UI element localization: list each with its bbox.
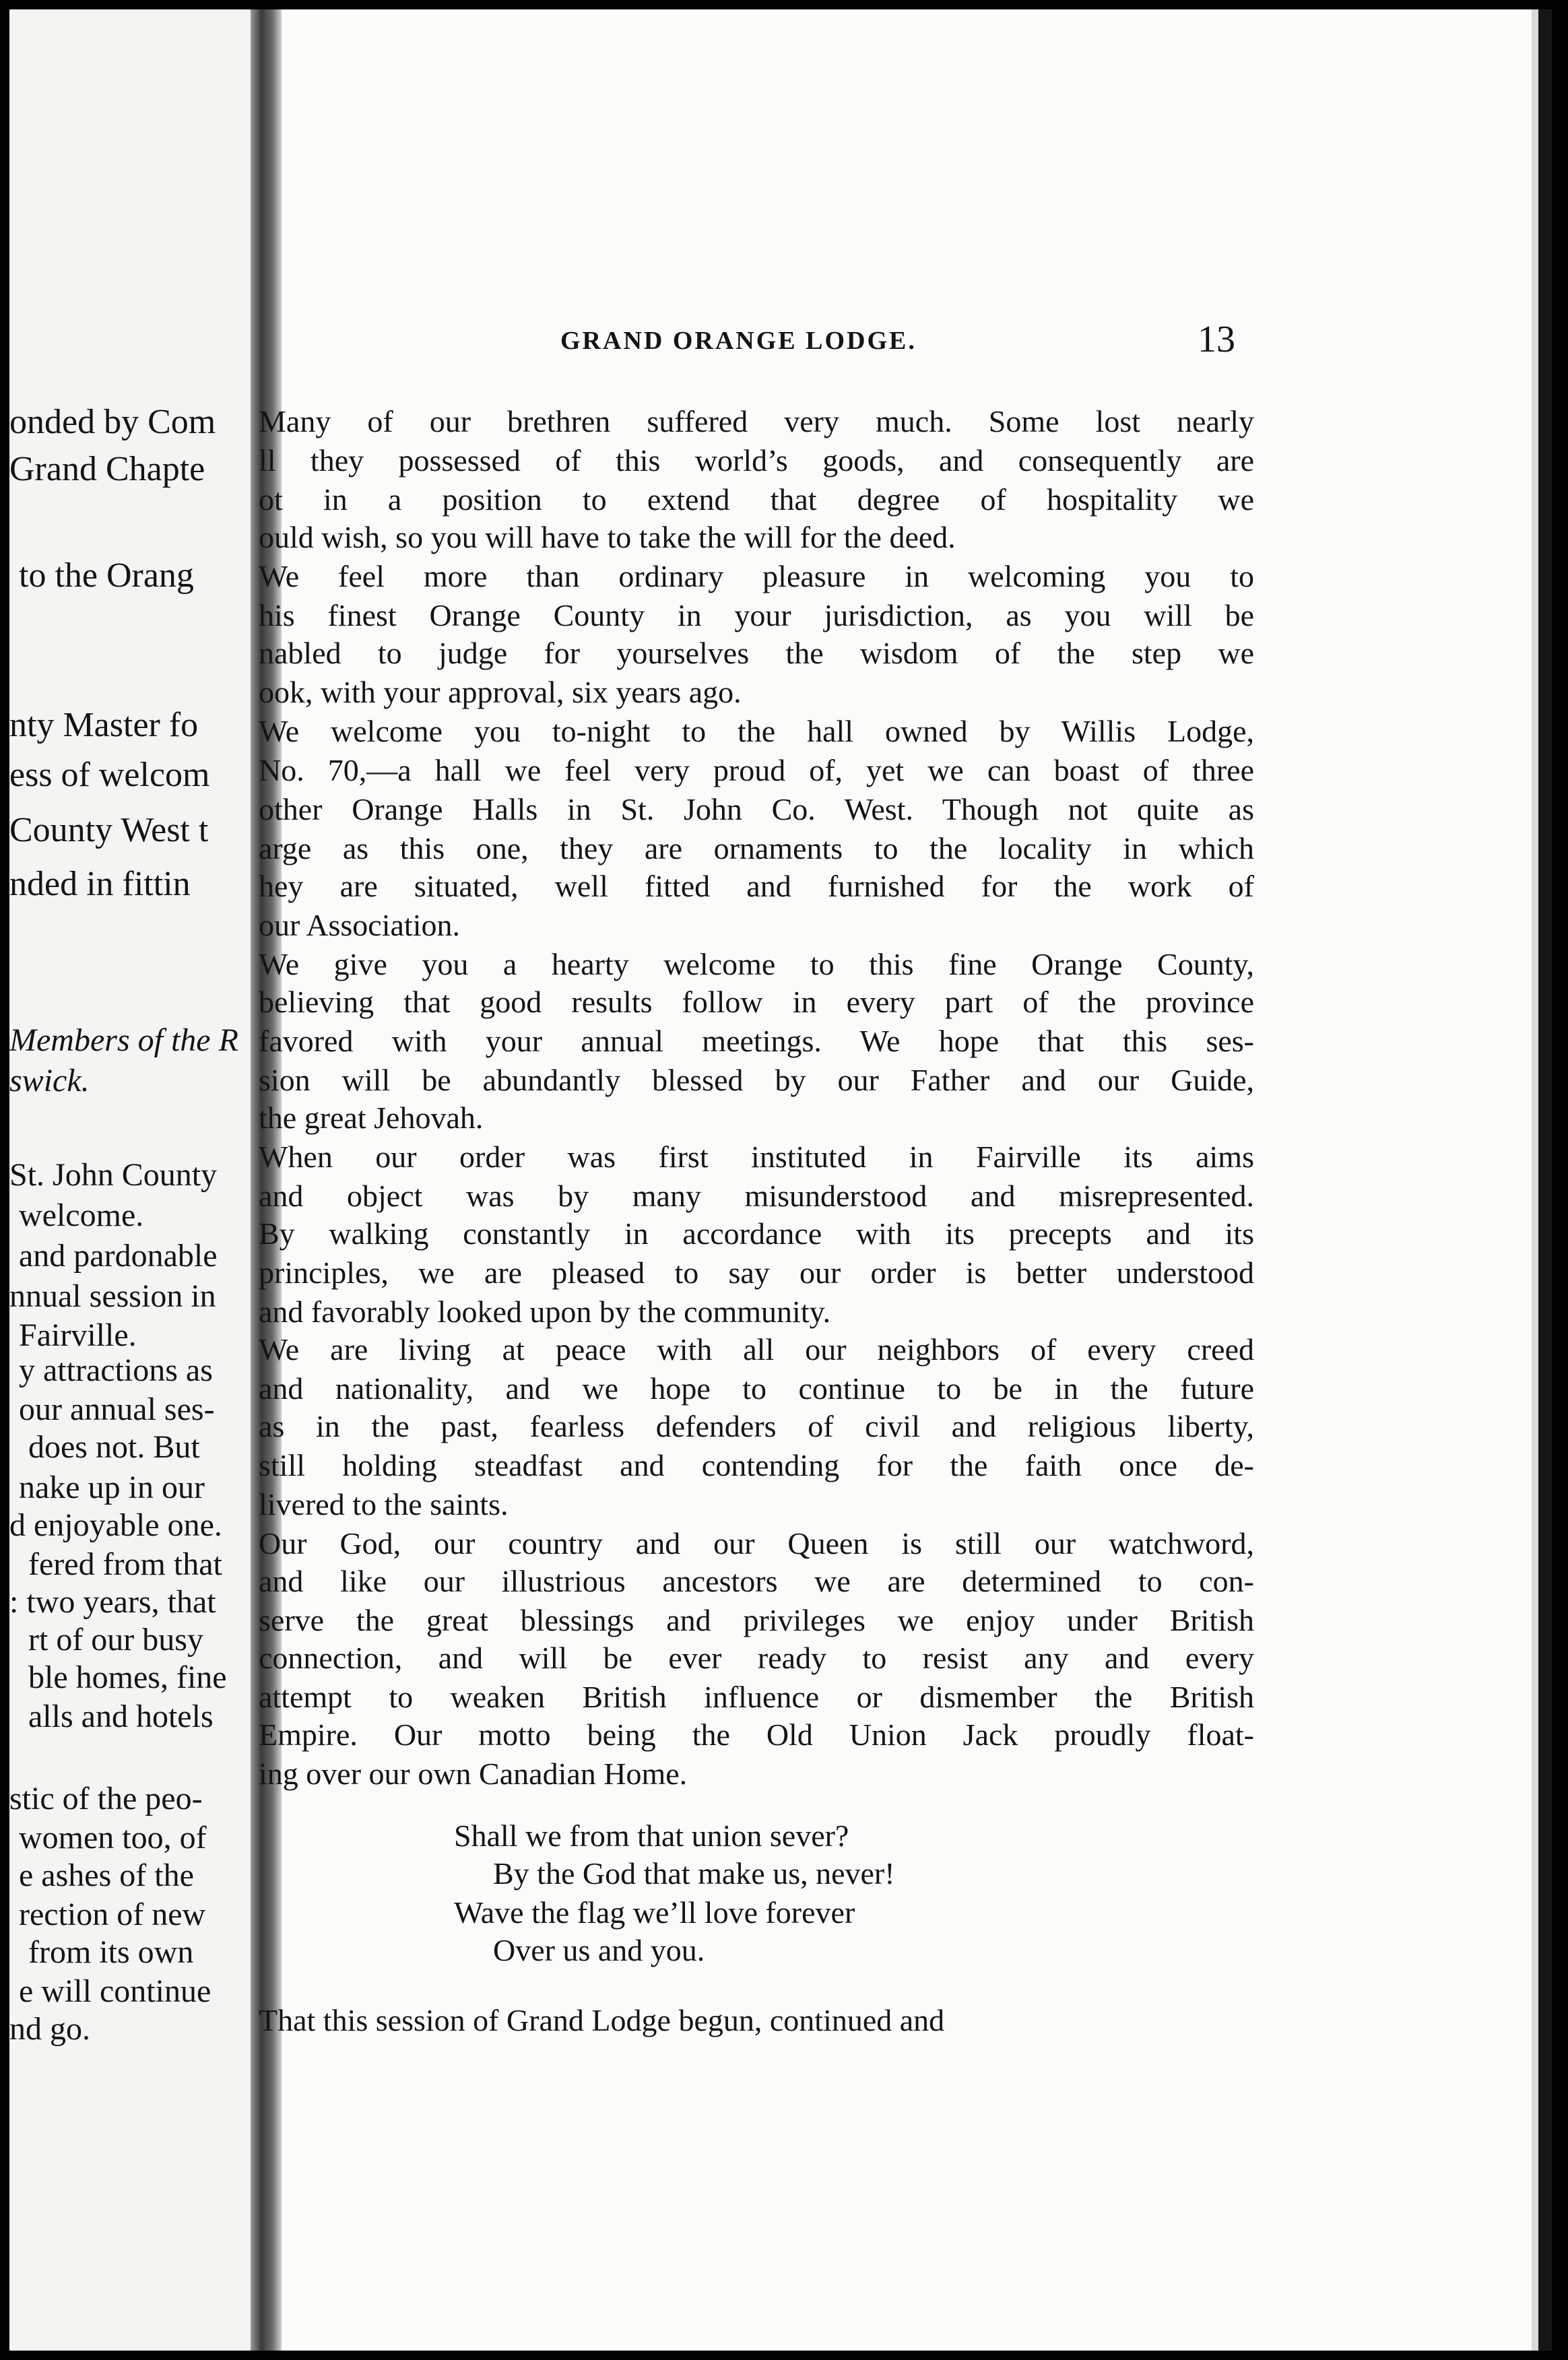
left-page-line: rt of our busy — [28, 1622, 203, 1658]
left-page-line: St. John County — [9, 1157, 218, 1193]
body-text-line: ook, with your approval, six years ago. — [259, 675, 742, 709]
body-text-line: nabled to judge for yourselves the wisdom of the step we — [259, 636, 1254, 670]
page-edge-shadow — [1532, 9, 1538, 2351]
body-text-line: ing over our own Canadian Home. — [259, 1757, 688, 1791]
body-text-line: our Association. — [259, 908, 460, 942]
verse-line: Shall we from that union sever? — [454, 1818, 849, 1853]
body-text-line: Empire. Our motto being the Old Union Jack proudly float- — [259, 1717, 1254, 1752]
body-text-line: other Orange Halls in St. John Co. West. Though not quite as — [259, 792, 1254, 826]
body-text-line: the great Jehovah. — [259, 1101, 484, 1135]
left-page-line: d enjoyable one. — [9, 1507, 222, 1543]
left-page-line: e ashes of the — [19, 1858, 194, 1893]
page-number: 13 — [1198, 319, 1235, 360]
body-text-line: We welcome you to-night to the hall owned by Willis Lodge, — [259, 714, 1254, 748]
left-page-line: does not. But — [28, 1429, 200, 1465]
left-page-line: nty Master fo — [9, 706, 199, 744]
verse-line: Over us and you. — [493, 1933, 705, 1967]
left-page-line: stic of the peo- — [9, 1781, 203, 1816]
body-text-line: We feel more than ordinary pleasure in welcoming you to — [259, 559, 1254, 593]
left-page-line: fered from that — [28, 1546, 222, 1582]
body-text-line: his finest Orange County in your jurisdiction, as you will be — [259, 598, 1254, 632]
left-page-line: Members of the R — [9, 1022, 238, 1058]
left-page-line: welcome. — [19, 1198, 144, 1233]
left-page-line: : two years, that — [9, 1584, 216, 1620]
body-text-line: as in the past, fearless defenders of civil and religious liberty, — [259, 1409, 1254, 1443]
verse-line: Wave the flag we’ll love forever — [454, 1895, 855, 1930]
left-page-line: y attractions as — [19, 1352, 213, 1388]
left-page-line: Fairville. — [19, 1317, 137, 1353]
left-page-line: from its own — [28, 1934, 194, 1970]
page-header — [9, 318, 1552, 358]
verse-line: By the God that make us, never! — [493, 1856, 895, 1891]
body-text-line: When our order was first instituted in Fairville its aims — [259, 1140, 1254, 1174]
left-page-line: and pardonable — [19, 1238, 218, 1274]
body-text-line: ll they possessed of this world’s goods, and consequently are — [259, 443, 1254, 478]
page-edge — [1538, 9, 1552, 2351]
left-page-line: e will continue — [19, 1973, 211, 2009]
body-text-line: Our God, our country and our Queen is still our watchword, — [259, 1526, 1254, 1561]
body-text-line: ot in a position to extend that degree of hospitality we — [259, 482, 1254, 517]
left-page-line: women too, of — [19, 1820, 207, 1856]
left-page-line: Grand Chapte — [9, 450, 205, 488]
left-page-line: to the Orang — [19, 556, 194, 595]
body-text-line: connection, and will be ever ready to resist any and every — [259, 1641, 1254, 1675]
body-text-line: principles, we are pleased to say our order is better understood — [259, 1255, 1254, 1290]
body-text-line: and object was by many misunderstood and misrepresented. — [259, 1179, 1254, 1213]
left-page-line: nded in fittin — [9, 865, 191, 903]
body-text-line: hey are situated, well fitted and furnished for the work of — [259, 869, 1254, 903]
body-text-line: Many of our brethren suffered very much. Some lost nearly — [259, 404, 1254, 438]
left-page-line: alls and hotels — [28, 1699, 214, 1734]
body-text-line: No. 70,—a hall we feel very proud of, yet we can boast of three — [259, 753, 1254, 787]
body-text-line: sion will be abundantly blessed by our Father and our Guide, — [259, 1063, 1254, 1097]
closing-line: That this session of Grand Lodge begun, continued and — [259, 2003, 945, 2037]
left-page-line: ess of welcom — [9, 756, 210, 794]
left-page-line: nake up in our — [19, 1470, 205, 1505]
running-head: GRAND ORANGE LODGE. — [560, 327, 917, 355]
left-page-line: our annual ses- — [19, 1391, 215, 1427]
left-page-fragment — [9, 9, 260, 2351]
body-text-line: favored with your annual meetings. We hope that this ses- — [259, 1024, 1254, 1058]
body-text-line: believing that good results follow in every part of the province — [259, 985, 1254, 1019]
body-text-line: serve the great blessings and privileges we enjoy under British — [259, 1603, 1254, 1637]
body-text-line: ould wish, so you will have to take the will for the deed. — [259, 520, 956, 554]
body-text-line: and like our illustrious ancestors we are determined to con- — [259, 1564, 1254, 1598]
scanned-page — [9, 9, 1552, 2351]
body-text-line: livered to the saints. — [259, 1487, 509, 1521]
left-page-line: onded by Com — [9, 403, 216, 441]
left-page-line: ble homes, fine — [28, 1660, 227, 1695]
body-text-line: arge as this one, they are ornaments to the locality in which — [259, 831, 1254, 865]
left-page-line: rection of new — [19, 1897, 206, 1932]
left-page-line: swick. — [9, 1063, 90, 1099]
body-text-line: and nationality, and we hope to continue to be in the future — [259, 1371, 1254, 1406]
body-text-line: By walking constantly in accordance with its precepts and its — [259, 1216, 1254, 1251]
left-page-line: County West t — [9, 811, 209, 849]
body-text-line: and favorably looked upon by the community. — [259, 1294, 831, 1329]
left-page-line: nnual session in — [9, 1278, 216, 1314]
body-text-line: We give you a hearty welcome to this fine Orange County, — [259, 947, 1254, 981]
body-text-line: attempt to weaken British influence or dismember the British — [259, 1680, 1254, 1714]
body-text-line: We are living at peace with all our neighbors of every creed — [259, 1332, 1254, 1367]
body-text-line: still holding steadfast and contending for the faith once de- — [259, 1448, 1254, 1482]
left-page-line: nd go. — [9, 2011, 90, 2047]
